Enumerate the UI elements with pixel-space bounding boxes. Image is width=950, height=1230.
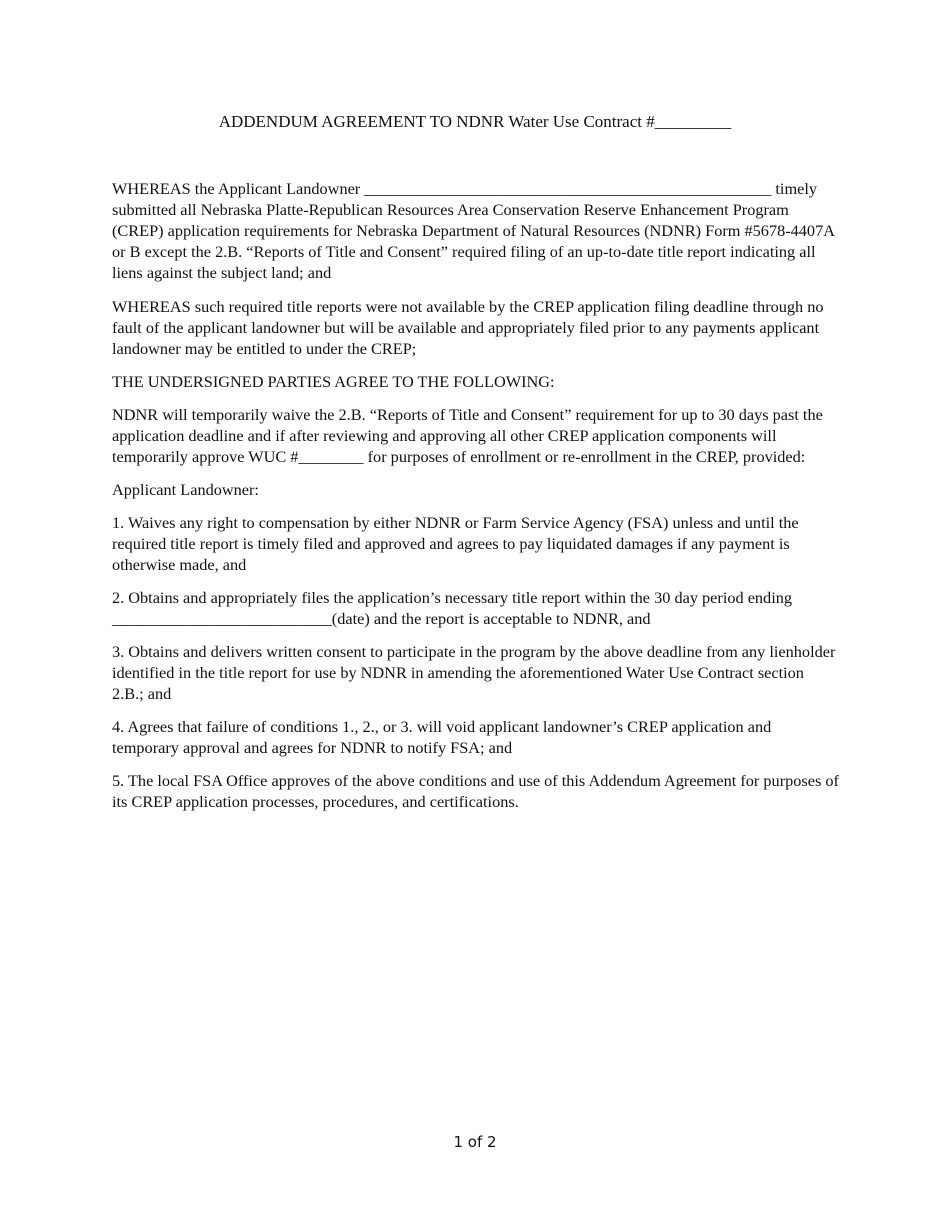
whereas-landowner-paragraph: WHEREAS the Applicant Landowner __________________________________________________ timely submitted all Nebraska Platte-Republican Resources Area Conservation Reserve Enhancement Program (CREP) application requirements for Nebraska Department of Natural Resources (NDNR) Form #5678-4407A or B except the 2.B. “Reports of Title and Consent” required filing of an up-to-date title report indicating all liens against the subject land; and <box>112 179 835 282</box>
page-number: 1 of 2 <box>453 1133 497 1151</box>
condition-4: 4. Agrees that failure of conditions 1., 2., or 3. will void applicant landowner’s CREP application and temporary approval and agrees for NDNR to notify FSA; and <box>112 717 772 757</box>
condition-2: 2. Obtains and appropriately files the application’s necessary title report within the 30 day period ending ___________________________(date) and the report is acceptable to NDNR, and <box>112 588 793 628</box>
applicant-landowner-label: Applicant Landowner: <box>112 480 259 499</box>
document-body <box>112 178 839 824</box>
ndnr-waiver-paragraph: NDNR will temporarily waive the 2.B. “Reports of Title and Consent” requirement for up to 30 days past the application deadline and if after reviewing and approving all other CREP application components will temporarily approve WUC #________ for purposes of enrollment or re-enrollment in the CREP, provided: <box>112 405 823 466</box>
whereas-title-reports-paragraph: WHEREAS such required title reports were not available by the CREP application filing deadline through no fault of the applicant landowner but will be available and appropriately filed prior to any payments applicant landowner may be entitled to under the CREP; <box>112 297 824 358</box>
condition-5: 5. The local FSA Office approves of the above conditions and use of this Addendum Agreement for purposes of its CREP application processes, procedures, and certifications. <box>112 771 839 811</box>
condition-3: 3. Obtains and delivers written consent to participate in the program by the above deadline from any lienholder identified in the title report for use by NDNR in amending the aforementioned Water Use Contract section 2.B.; and <box>112 642 836 703</box>
document-title: ADDENDUM AGREEMENT TO NDNR Water Use Contract #_________ <box>218 112 732 131</box>
condition-1: 1. Waives any right to compensation by either NDNR or Farm Service Agency (FSA) unless and until the required title report is timely filed and approved and agrees to pay liquidated damages if any payment is otherwise made, and <box>112 513 799 574</box>
agreement-heading: THE UNDERSIGNED PARTIES AGREE TO THE FOLLOWING: <box>112 372 555 391</box>
